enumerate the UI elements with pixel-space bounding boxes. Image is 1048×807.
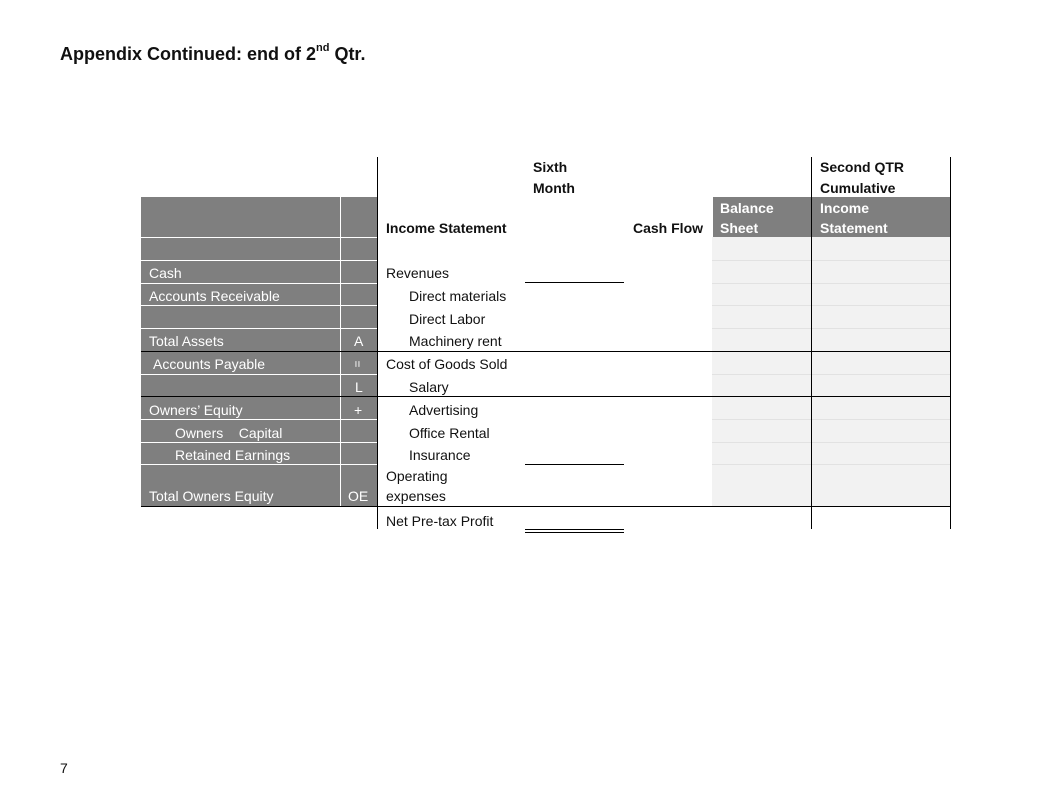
page-title: Appendix Continued: end of 2nd Qtr. — [60, 42, 366, 64]
insurance-underline — [525, 464, 624, 465]
label-accounts-payable: Accounts Payable — [153, 356, 266, 372]
header-sixth-month-line2: Month — [533, 180, 575, 196]
label-accounts-receivable: Accounts Receivable — [149, 288, 280, 304]
symbol-owners-equity: OE — [348, 488, 369, 504]
symbol-equals: = — [350, 360, 365, 368]
label-office-rental: Office Rental — [409, 425, 490, 441]
label-total-owners-equity: Total Owners Equity — [149, 488, 274, 504]
header-cumulative-income-line1: Income — [820, 200, 870, 216]
label-insurance: Insurance — [409, 447, 471, 463]
header-cumulative-income-line2: Statement — [820, 220, 888, 236]
label-net-pretax-profit: Net Pre-tax Profit — [386, 513, 494, 529]
header-second-qtr-line1: Second QTR — [820, 159, 905, 175]
header-sixth-month-line1: Sixth — [533, 159, 568, 175]
cumulative-column-fill — [811, 237, 950, 507]
label-machinery-rent: Machinery rent — [409, 333, 502, 349]
label-salary: Salary — [409, 379, 449, 395]
label-cash: Cash — [149, 265, 182, 281]
header-income-statement: Income Statement — [386, 220, 507, 236]
label-owners-equity: Owners’ Equity — [149, 402, 243, 418]
label-advertising: Advertising — [409, 402, 479, 418]
label-revenues: Revenues — [386, 265, 450, 281]
net-profit-double-underline-top — [525, 529, 624, 530]
header-cash-flow: Cash Flow — [633, 220, 704, 236]
revenue-underline — [525, 282, 624, 283]
page-number: 7 — [60, 760, 68, 776]
net-profit-double-underline-bottom — [525, 532, 624, 533]
label-cost-of-goods-sold: Cost of Goods Sold — [386, 356, 508, 372]
label-total-assets: Total Assets — [149, 333, 224, 349]
label-operating-line1: Operating — [386, 468, 448, 484]
header-balance-sheet-line1: Balance — [720, 200, 774, 216]
header-second-qtr-line2: Cumulative — [820, 180, 896, 196]
symbol-assets: A — [354, 333, 364, 349]
label-retained-earnings: Retained Earnings — [175, 447, 291, 463]
label-owners-capital: Owners Capital — [175, 425, 283, 441]
balance-sheet-column-fill — [712, 237, 811, 507]
label-direct-materials: Direct materials — [409, 288, 507, 304]
header-balance-sheet-line2: Sheet — [720, 220, 759, 236]
label-operating-line2: expenses — [386, 488, 446, 504]
symbol-plus: + — [354, 402, 363, 418]
label-direct-labor: Direct Labor — [409, 311, 486, 327]
symbol-liabilities: L — [355, 379, 363, 395]
